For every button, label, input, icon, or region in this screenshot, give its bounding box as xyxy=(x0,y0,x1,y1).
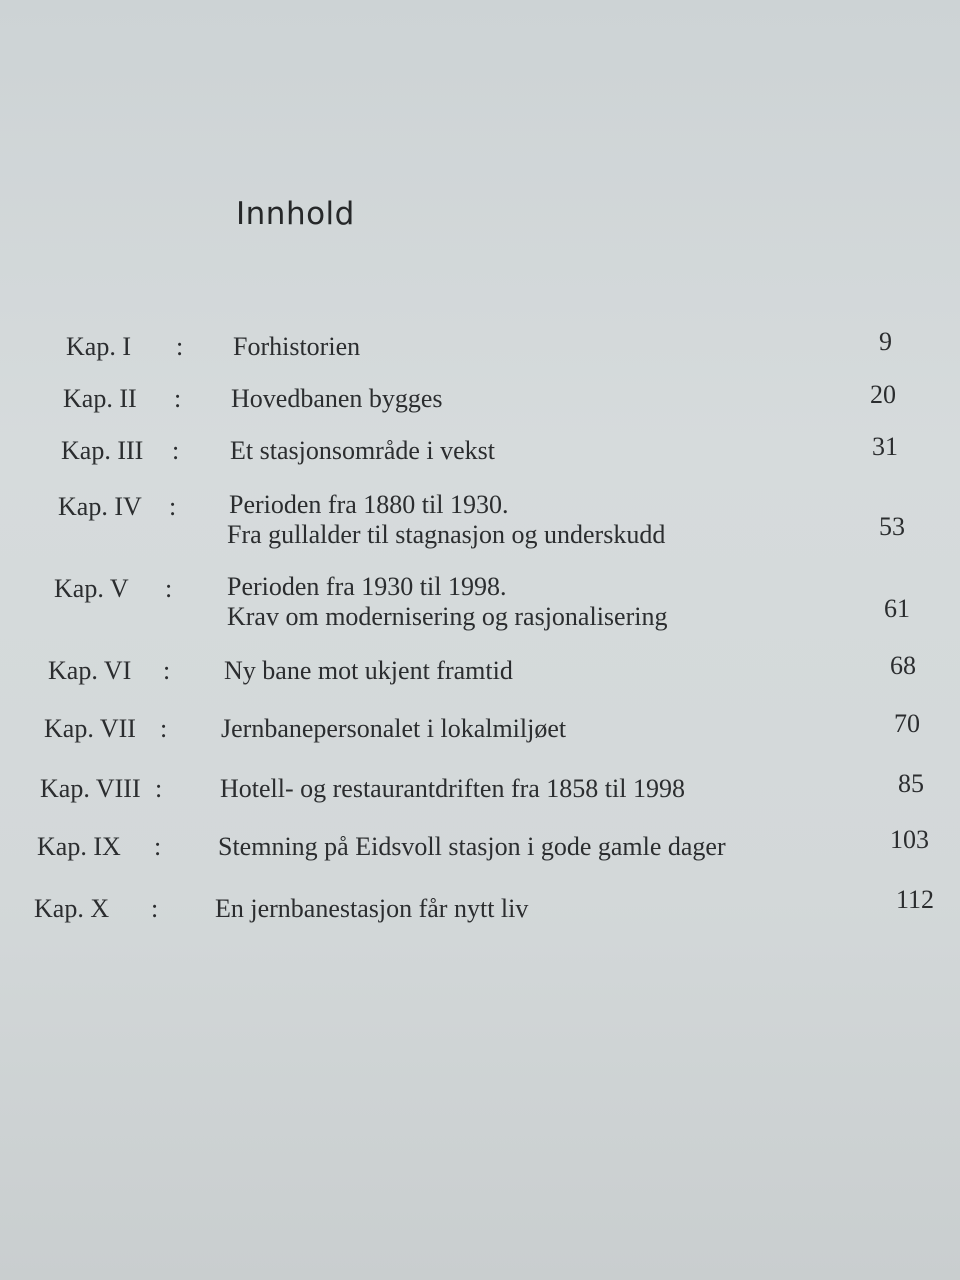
page-number: 103 xyxy=(890,825,929,854)
chapter-number: Kap. I xyxy=(66,332,131,361)
separator: : xyxy=(163,656,171,685)
separator: : xyxy=(151,894,159,923)
chapter-title-line: Hotell- og restaurantdriften fra 1858 til 1998 xyxy=(220,774,685,803)
chapter-number: Kap. X xyxy=(34,894,110,923)
page-number: 85 xyxy=(898,769,924,798)
page-title: Innhold xyxy=(236,196,355,232)
chapter-number: Kap. VIII xyxy=(40,774,141,803)
toc-entry xyxy=(0,651,960,690)
chapter-title-line: Hovedbanen bygges xyxy=(231,384,443,413)
chapter-title-line: Stemning på Eidsvoll stasjon i gode gamle dager xyxy=(218,832,726,861)
toc-entry xyxy=(0,572,960,634)
chapter-title xyxy=(221,714,566,744)
chapter-number: Kap. V xyxy=(54,574,129,603)
page-number: 112 xyxy=(895,885,934,914)
chapter-number: Kap. III xyxy=(61,436,144,465)
toc-entry xyxy=(0,490,960,552)
chapter-title-line: Et stasjonsområde i vekst xyxy=(230,436,496,465)
chapter-title xyxy=(233,332,360,362)
chapter-number: Kap. II xyxy=(63,384,137,413)
chapter-title xyxy=(215,894,528,924)
chapter-title xyxy=(231,384,443,414)
chapter-title xyxy=(224,656,513,686)
chapter-title xyxy=(218,832,726,862)
page-number: 31 xyxy=(872,432,898,461)
chapter-title xyxy=(227,572,667,632)
chapter-number: Kap. IX xyxy=(37,832,121,861)
toc-entry xyxy=(0,825,960,866)
chapter-title-line: Krav om modernisering og rasjonalisering xyxy=(227,602,668,631)
separator: : xyxy=(160,714,168,743)
page-number: 70 xyxy=(894,709,920,738)
page-number: 61 xyxy=(884,594,910,623)
page-number: 9 xyxy=(879,327,892,356)
toc-entry xyxy=(0,432,960,470)
chapter-title xyxy=(229,490,665,550)
toc-entry xyxy=(0,885,960,928)
separator: : xyxy=(155,774,163,803)
page-number: 68 xyxy=(890,651,916,680)
separator: : xyxy=(165,574,173,603)
chapter-number: Kap. VII xyxy=(44,714,136,743)
separator: : xyxy=(169,492,177,521)
chapter-title-line: Ny bane mot ukjent framtid xyxy=(224,656,513,685)
chapter-title-line: Forhistorien xyxy=(233,332,361,361)
page-number: 53 xyxy=(879,512,905,541)
toc-entry xyxy=(0,327,960,366)
chapter-number: Kap. IV xyxy=(58,492,142,521)
chapter-title xyxy=(220,774,685,804)
separator: : xyxy=(174,384,182,413)
separator: : xyxy=(172,436,180,465)
toc-entry xyxy=(0,380,960,418)
chapter-title-line: Perioden fra 1880 til 1930. xyxy=(229,490,509,519)
chapter-title-line: Jernbanepersonalet i lokalmiljøet xyxy=(221,714,567,743)
chapter-title-line: Perioden fra 1930 til 1998. xyxy=(227,572,507,601)
chapter-number: Kap. VI xyxy=(48,656,132,685)
chapter-title-line: En jernbanestasjon får nytt liv xyxy=(215,894,529,923)
page-number: 20 xyxy=(870,380,896,409)
chapter-title xyxy=(230,436,495,466)
toc-entry xyxy=(0,769,960,808)
toc-entry xyxy=(0,709,960,748)
separator: : xyxy=(154,832,162,861)
chapter-title-line: Fra gullalder til stagnasjon og underskudd xyxy=(227,520,666,549)
separator: : xyxy=(176,332,184,361)
